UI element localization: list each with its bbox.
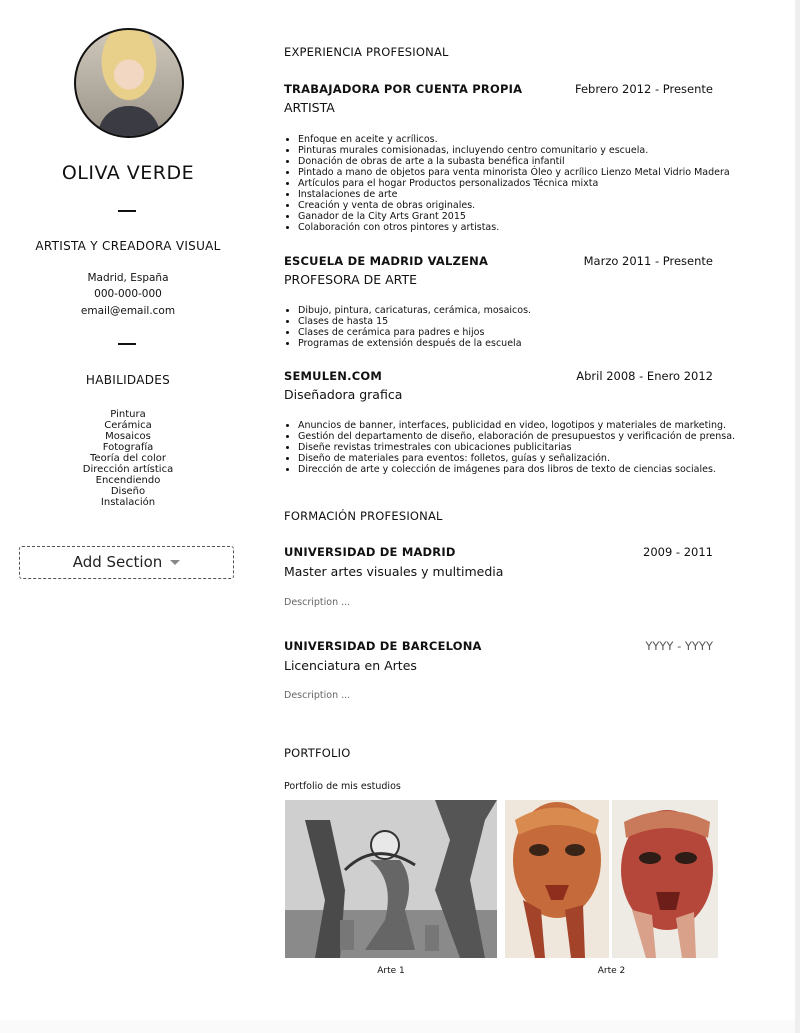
divider — [118, 210, 136, 212]
skills-list[interactable] — [0, 409, 256, 508]
list-item: • Programas de extensión después de la escuela — [298, 338, 738, 349]
job-role[interactable]: PROFESORA DE ARTE — [284, 272, 417, 287]
list-item: • Dibujo, pintura, caricaturas, cerámica, mosaicos. — [298, 305, 738, 316]
list-item: • Anuncios de banner, interfaces, publicidad en video, logotipos y materiales de marketing. — [298, 420, 738, 431]
list-item: • Gestión del departamento de diseño, elaboración de presupuestos y verificación de prensa. — [298, 431, 738, 442]
job-bullets[interactable] — [284, 420, 738, 475]
location-text[interactable]: Madrid, España — [87, 272, 169, 284]
email-text[interactable]: email@email.com — [80, 305, 176, 317]
portfolio-caption[interactable]: Arte 2 — [597, 966, 626, 976]
profile-title[interactable]: ARTISTA Y CREADORA VISUAL — [35, 239, 221, 253]
edu-degree[interactable]: Licenciatura en Artes — [284, 658, 417, 673]
list-item: • Ganador de la City Arts Grant 2015 — [298, 211, 738, 222]
list-item: • Clases de cerámica para padres e hijos — [298, 327, 738, 338]
education-heading[interactable]: FORMACIÓN PROFESIONAL — [284, 509, 443, 523]
edu-date[interactable]: YYYY - YYYY — [645, 639, 713, 653]
job-bullets[interactable] — [284, 134, 738, 233]
edu-date[interactable]: 2009 - 2011 — [643, 545, 713, 559]
list-item: • Dirección de arte y colección de imágenes para dos libros de texto de ciencias sociales. — [298, 464, 738, 475]
job-date[interactable]: Marzo 2011 - Presente — [583, 254, 713, 268]
job-date[interactable]: Febrero 2012 - Presente — [574, 82, 713, 96]
list-item: • Colaboración con otros pintores y artistas. — [298, 222, 738, 233]
portfolio-image-2b[interactable] — [612, 800, 718, 958]
skill-item: Pintura — [110, 409, 146, 420]
list-item: • Diseñe revistas trimestrales con ubicaciones publicitarias — [298, 442, 738, 453]
list-item: • Pintado a mano de objetos para venta minorista Óleo y acrílico Lienzo Metal Vidrio Madera — [298, 167, 738, 178]
add-section-button[interactable] — [19, 546, 234, 579]
skill-item: Cerámica — [104, 420, 152, 431]
edu-org[interactable]: UNIVERSIDAD DE BARCELONA — [284, 639, 482, 653]
job-org[interactable]: TRABAJADORA POR CUENTA PROPIA — [284, 82, 523, 96]
portfolio-subtitle[interactable]: Portfolio de mis estudios — [284, 781, 401, 792]
portfolio-caption[interactable]: Arte 1 — [377, 966, 405, 976]
list-item: • Instalaciones de arte — [298, 189, 738, 200]
skill-item: Mosaicos — [105, 431, 151, 442]
portfolio-heading[interactable]: PORTFOLIO — [284, 746, 351, 760]
job-bullets[interactable] — [284, 305, 738, 349]
profile-name[interactable]: OLIVA VERDE — [61, 162, 195, 184]
job-role[interactable]: Diseñadora grafica — [284, 387, 403, 402]
skill-item: Instalación — [100, 497, 156, 508]
list-item: • Diseño de materiales para eventos: folletos, guías y señalización. — [298, 453, 738, 464]
skill-item: Diseño — [110, 486, 146, 497]
list-item: • Creación y venta de obras originales. — [298, 200, 738, 211]
list-item: • Pinturas murales comisionadas, incluyendo centro comunitario y escuela. — [298, 145, 738, 156]
portfolio-image-2a[interactable] — [505, 800, 609, 958]
skill-item: Teoría del color — [90, 453, 166, 464]
skill-item: Dirección artística — [82, 464, 174, 475]
page-edge — [795, 0, 800, 1033]
edu-degree[interactable]: Master artes visuales y multimedia — [284, 564, 504, 579]
job-org[interactable]: SEMULEN.COM — [284, 369, 382, 383]
skill-item: Encendiendo — [95, 475, 161, 486]
skill-item: Fotografía — [102, 442, 154, 453]
add-section-label: Add Section — [72, 553, 163, 571]
experience-heading[interactable]: EXPERIENCIA PROFESIONAL — [284, 45, 449, 59]
list-item: • Enfoque en aceite y acrílicos. — [298, 134, 738, 145]
job-org[interactable]: ESCUELA DE MADRID VALZENA — [284, 254, 489, 268]
edu-org[interactable]: UNIVERSIDAD DE MADRID — [284, 545, 456, 559]
caret-down-icon — [170, 560, 180, 565]
list-item: • Artículos para el hogar Productos personalizados Técnica mixta — [298, 178, 738, 189]
avatar[interactable] — [74, 28, 184, 138]
list-item: • Donación de obras de arte a la subasta benéfica infantil — [298, 156, 738, 167]
edu-description[interactable]: Description ... — [284, 597, 351, 608]
job-role[interactable]: ARTISTA — [284, 100, 335, 115]
portfolio-image-1[interactable] — [285, 800, 497, 958]
phone-text[interactable]: 000-000-000 — [94, 288, 162, 300]
list-item: • Clases de hasta 15 — [298, 316, 738, 327]
edu-description[interactable]: Description ... — [284, 690, 351, 701]
divider — [118, 343, 136, 345]
job-date[interactable]: Abril 2008 - Enero 2012 — [576, 369, 713, 383]
skills-heading[interactable]: HABILIDADES — [85, 373, 171, 387]
